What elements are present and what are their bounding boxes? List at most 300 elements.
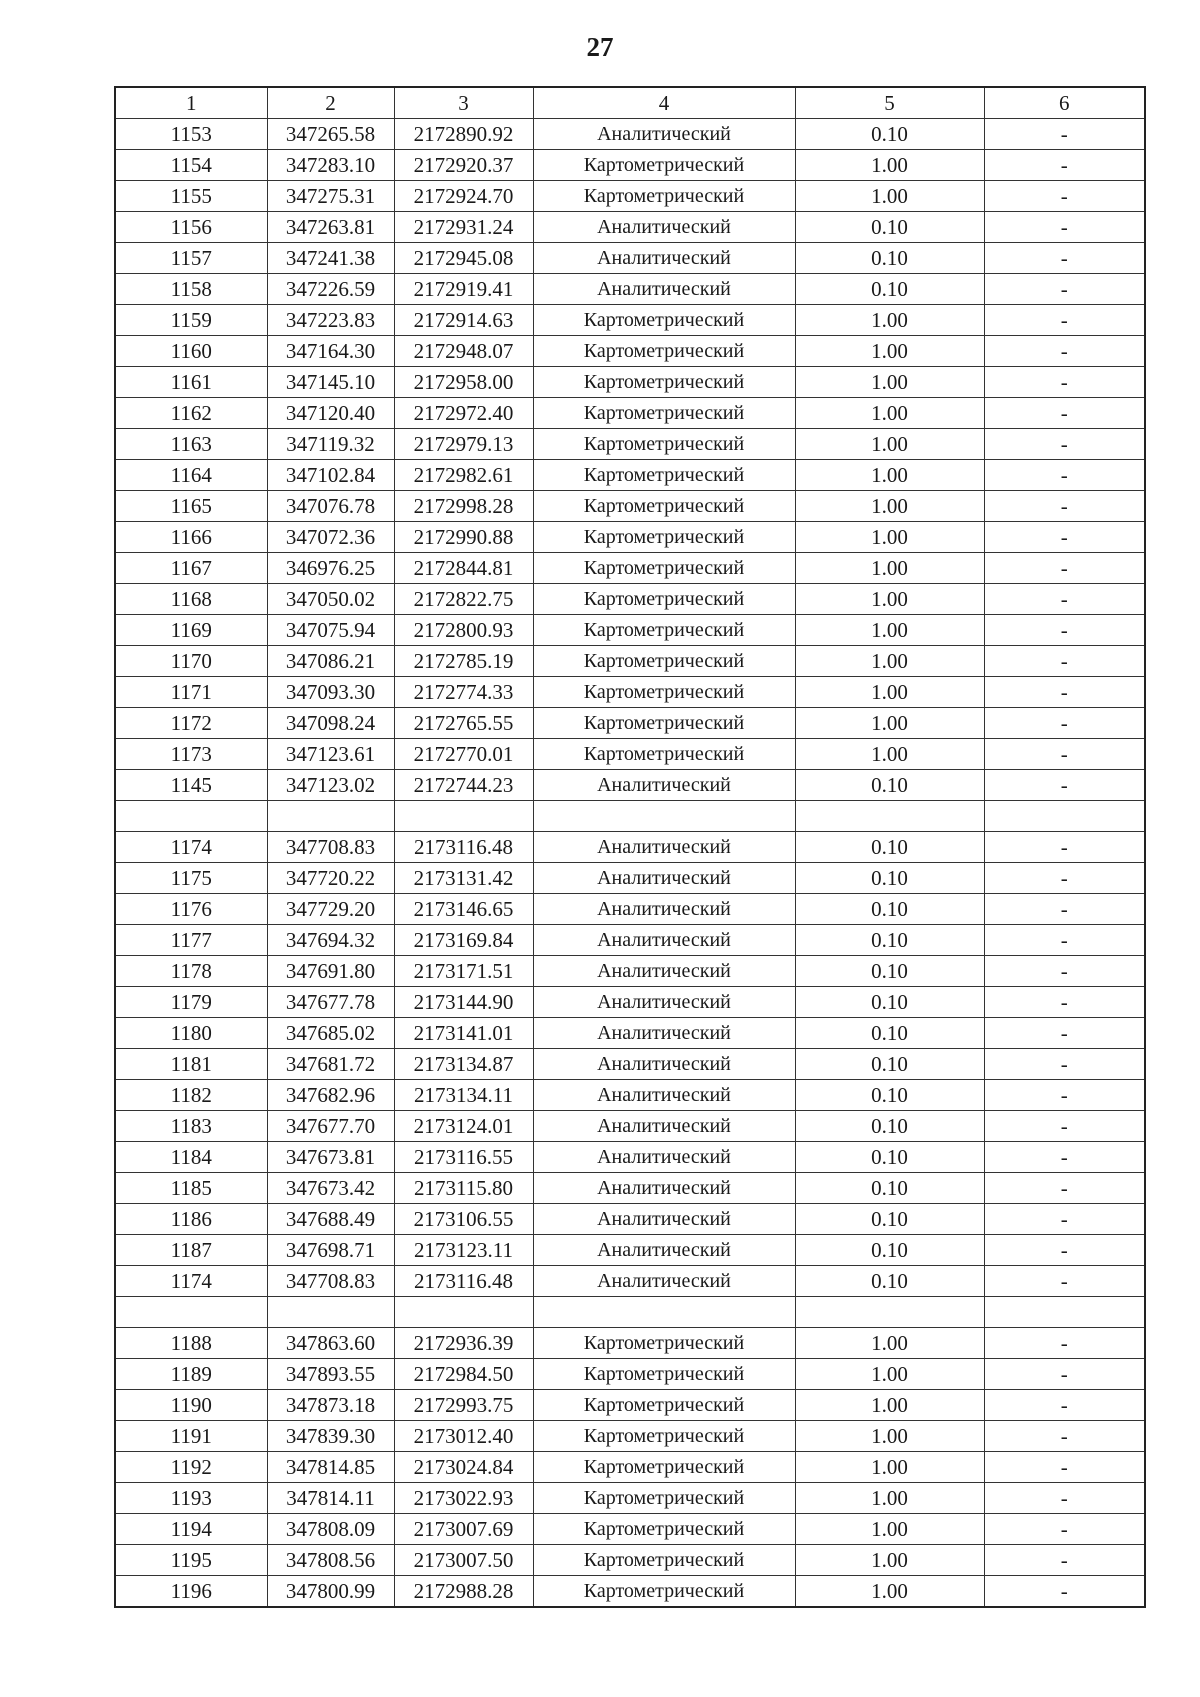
x-coordinate-cell: 347123.02 (267, 770, 394, 801)
point-number-cell: 1153 (115, 119, 267, 150)
note-cell: - (984, 770, 1145, 801)
y-coordinate-cell: 2173022.93 (394, 1483, 533, 1514)
method-cell: Аналитический (533, 832, 795, 863)
table-row (115, 150, 1145, 181)
accuracy-cell: 1.00 (795, 677, 984, 708)
x-coordinate-cell: 347093.30 (267, 677, 394, 708)
method-cell: Картометрический (533, 739, 795, 770)
note-cell: - (984, 956, 1145, 987)
y-coordinate-cell: 2173116.48 (394, 832, 533, 863)
table-row (115, 460, 1145, 491)
accuracy-cell: 1.00 (795, 398, 984, 429)
y-coordinate-cell: 2173116.55 (394, 1142, 533, 1173)
method-cell: Картометрический (533, 150, 795, 181)
point-number-cell: 1166 (115, 522, 267, 553)
y-coordinate-cell: 2172785.19 (394, 646, 533, 677)
coordinates-table (114, 86, 1146, 1608)
point-number-cell: 1165 (115, 491, 267, 522)
table-row (115, 522, 1145, 553)
point-number-cell: 1187 (115, 1235, 267, 1266)
x-coordinate-cell: 347119.32 (267, 429, 394, 460)
note-cell: - (984, 677, 1145, 708)
method-cell: Аналитический (533, 212, 795, 243)
point-number-cell: 1176 (115, 894, 267, 925)
table-row (115, 708, 1145, 739)
note-cell: - (984, 646, 1145, 677)
method-cell: Аналитический (533, 956, 795, 987)
table-row (115, 956, 1145, 987)
point-number-cell: 1175 (115, 863, 267, 894)
point-number-cell: 1169 (115, 615, 267, 646)
column-header: 3 (394, 87, 533, 119)
y-coordinate-cell: 2172919.41 (394, 274, 533, 305)
point-number-cell: 1190 (115, 1390, 267, 1421)
method-cell: Аналитический (533, 243, 795, 274)
method-cell: Картометрический (533, 553, 795, 584)
accuracy-cell: 0.10 (795, 243, 984, 274)
y-coordinate-cell: 2172972.40 (394, 398, 533, 429)
accuracy-cell: 1.00 (795, 1576, 984, 1608)
note-cell: - (984, 150, 1145, 181)
x-coordinate-cell: 347682.96 (267, 1080, 394, 1111)
y-coordinate-cell: 2172914.63 (394, 305, 533, 336)
point-number-cell: 1186 (115, 1204, 267, 1235)
accuracy-cell: 1.00 (795, 1328, 984, 1359)
accuracy-cell: 0.10 (795, 212, 984, 243)
table-row (115, 1421, 1145, 1452)
method-cell: Аналитический (533, 1142, 795, 1173)
point-number-cell: 1179 (115, 987, 267, 1018)
table-row (115, 243, 1145, 274)
method-cell: Аналитический (533, 1018, 795, 1049)
point-number-cell: 1155 (115, 181, 267, 212)
note-cell (984, 1297, 1145, 1328)
y-coordinate-cell: 2173116.48 (394, 1266, 533, 1297)
point-number-cell: 1194 (115, 1514, 267, 1545)
note-cell: - (984, 1235, 1145, 1266)
point-number-cell: 1145 (115, 770, 267, 801)
accuracy-cell: 0.10 (795, 1080, 984, 1111)
note-cell: - (984, 1266, 1145, 1297)
note-cell: - (984, 1080, 1145, 1111)
table-row (115, 305, 1145, 336)
x-coordinate-cell: 347814.11 (267, 1483, 394, 1514)
table-row (115, 212, 1145, 243)
note-cell: - (984, 119, 1145, 150)
y-coordinate-cell: 2173124.01 (394, 1111, 533, 1142)
accuracy-cell: 1.00 (795, 305, 984, 336)
accuracy-cell: 0.10 (795, 1266, 984, 1297)
y-coordinate-cell: 2173123.11 (394, 1235, 533, 1266)
note-cell: - (984, 1576, 1145, 1608)
x-coordinate-cell: 347694.32 (267, 925, 394, 956)
point-number-cell: 1185 (115, 1173, 267, 1204)
note-cell: - (984, 1545, 1145, 1576)
x-coordinate-cell: 347265.58 (267, 119, 394, 150)
point-number-cell (115, 801, 267, 832)
x-coordinate-cell: 347241.38 (267, 243, 394, 274)
table-row (115, 119, 1145, 150)
point-number-cell: 1174 (115, 1266, 267, 1297)
accuracy-cell: 1.00 (795, 429, 984, 460)
accuracy-cell: 0.10 (795, 1049, 984, 1080)
y-coordinate-cell: 2172990.88 (394, 522, 533, 553)
y-coordinate-cell: 2172822.75 (394, 584, 533, 615)
x-coordinate-cell: 347863.60 (267, 1328, 394, 1359)
table-row (115, 1359, 1145, 1390)
y-coordinate-cell: 2172993.75 (394, 1390, 533, 1421)
table-row (115, 646, 1145, 677)
note-cell: - (984, 925, 1145, 956)
method-cell: Аналитический (533, 1080, 795, 1111)
point-number-cell: 1184 (115, 1142, 267, 1173)
point-number-cell: 1173 (115, 739, 267, 770)
accuracy-cell: 0.10 (795, 1142, 984, 1173)
table-row (115, 1049, 1145, 1080)
y-coordinate-cell: 2173134.11 (394, 1080, 533, 1111)
table-row (115, 1173, 1145, 1204)
x-coordinate-cell: 347102.84 (267, 460, 394, 491)
table-row (115, 336, 1145, 367)
method-cell: Аналитический (533, 1049, 795, 1080)
table-row (115, 1235, 1145, 1266)
accuracy-cell (795, 1297, 984, 1328)
method-cell: Картометрический (533, 522, 795, 553)
accuracy-cell: 0.10 (795, 894, 984, 925)
method-cell: Картометрический (533, 646, 795, 677)
note-cell: - (984, 305, 1145, 336)
method-cell: Аналитический (533, 1111, 795, 1142)
x-coordinate-cell: 347145.10 (267, 367, 394, 398)
y-coordinate-cell: 2172920.37 (394, 150, 533, 181)
point-number-cell: 1172 (115, 708, 267, 739)
point-number-cell: 1170 (115, 646, 267, 677)
y-coordinate-cell: 2172948.07 (394, 336, 533, 367)
point-number-cell: 1159 (115, 305, 267, 336)
point-number-cell: 1177 (115, 925, 267, 956)
accuracy-cell: 0.10 (795, 987, 984, 1018)
y-coordinate-cell: 2173106.55 (394, 1204, 533, 1235)
method-cell: Картометрический (533, 1359, 795, 1390)
x-coordinate-cell: 347673.42 (267, 1173, 394, 1204)
note-cell: - (984, 181, 1145, 212)
note-cell: - (984, 739, 1145, 770)
point-number-cell: 1164 (115, 460, 267, 491)
y-coordinate-cell: 2173115.80 (394, 1173, 533, 1204)
method-cell: Аналитический (533, 894, 795, 925)
point-number-cell: 1183 (115, 1111, 267, 1142)
y-coordinate-cell: 2173171.51 (394, 956, 533, 987)
y-coordinate-cell: 2172988.28 (394, 1576, 533, 1608)
accuracy-cell: 1.00 (795, 553, 984, 584)
accuracy-cell: 0.10 (795, 863, 984, 894)
y-coordinate-cell: 2173169.84 (394, 925, 533, 956)
method-cell: Аналитический (533, 1266, 795, 1297)
x-coordinate-cell: 347275.31 (267, 181, 394, 212)
point-number-cell: 1178 (115, 956, 267, 987)
note-cell: - (984, 1390, 1145, 1421)
y-coordinate-cell: 2173146.65 (394, 894, 533, 925)
method-cell: Аналитический (533, 770, 795, 801)
point-number-cell: 1161 (115, 367, 267, 398)
y-coordinate-cell: 2172765.55 (394, 708, 533, 739)
x-coordinate-cell: 347120.40 (267, 398, 394, 429)
point-number-cell (115, 1297, 267, 1328)
x-coordinate-cell: 347164.30 (267, 336, 394, 367)
accuracy-cell: 1.00 (795, 739, 984, 770)
point-number-cell: 1157 (115, 243, 267, 274)
table-row (115, 1545, 1145, 1576)
point-number-cell: 1174 (115, 832, 267, 863)
x-coordinate-cell: 347893.55 (267, 1359, 394, 1390)
method-cell: Аналитический (533, 1235, 795, 1266)
page-number: 27 (586, 32, 614, 62)
method-cell: Картометрический (533, 615, 795, 646)
table-row (115, 1328, 1145, 1359)
note-cell: - (984, 894, 1145, 925)
accuracy-cell: 1.00 (795, 150, 984, 181)
x-coordinate-cell: 347839.30 (267, 1421, 394, 1452)
method-cell: Аналитический (533, 925, 795, 956)
note-cell: - (984, 1514, 1145, 1545)
table-row (115, 584, 1145, 615)
table-row (115, 1452, 1145, 1483)
accuracy-cell: 1.00 (795, 1359, 984, 1390)
accuracy-cell: 1.00 (795, 367, 984, 398)
accuracy-cell: 0.10 (795, 1018, 984, 1049)
accuracy-cell: 1.00 (795, 1483, 984, 1514)
table-row (115, 1142, 1145, 1173)
x-coordinate-cell: 347720.22 (267, 863, 394, 894)
y-coordinate-cell: 2173144.90 (394, 987, 533, 1018)
column-header: 4 (533, 87, 795, 119)
column-header: 2 (267, 87, 394, 119)
y-coordinate-cell: 2172998.28 (394, 491, 533, 522)
x-coordinate-cell: 347076.78 (267, 491, 394, 522)
x-coordinate-cell: 347688.49 (267, 1204, 394, 1235)
x-coordinate-cell: 347691.80 (267, 956, 394, 987)
y-coordinate-cell: 2172984.50 (394, 1359, 533, 1390)
x-coordinate-cell: 347708.83 (267, 1266, 394, 1297)
table-row (115, 677, 1145, 708)
table-row (115, 615, 1145, 646)
note-cell: - (984, 1111, 1145, 1142)
y-coordinate-cell: 2172774.33 (394, 677, 533, 708)
point-number-cell: 1171 (115, 677, 267, 708)
method-cell: Картометрический (533, 1452, 795, 1483)
accuracy-cell: 0.10 (795, 119, 984, 150)
table-row (115, 801, 1145, 832)
y-coordinate-cell: 2172770.01 (394, 739, 533, 770)
note-cell: - (984, 1359, 1145, 1390)
method-cell: Аналитический (533, 863, 795, 894)
table-row (115, 770, 1145, 801)
point-number-cell: 1180 (115, 1018, 267, 1049)
note-cell: - (984, 336, 1145, 367)
table-row (115, 274, 1145, 305)
note-cell: - (984, 1142, 1145, 1173)
y-coordinate-cell: 2172800.93 (394, 615, 533, 646)
accuracy-cell: 0.10 (795, 956, 984, 987)
y-coordinate-cell: 2172890.92 (394, 119, 533, 150)
point-number-cell: 1156 (115, 212, 267, 243)
accuracy-cell: 1.00 (795, 181, 984, 212)
x-coordinate-cell: 347677.78 (267, 987, 394, 1018)
accuracy-cell: 0.10 (795, 770, 984, 801)
accuracy-cell: 0.10 (795, 1204, 984, 1235)
x-coordinate-cell: 347698.71 (267, 1235, 394, 1266)
note-cell: - (984, 491, 1145, 522)
note-cell: - (984, 460, 1145, 491)
point-number-cell: 1192 (115, 1452, 267, 1483)
note-cell: - (984, 615, 1145, 646)
table-row (115, 1018, 1145, 1049)
method-cell: Картометрический (533, 677, 795, 708)
table-row (115, 987, 1145, 1018)
point-number-cell: 1193 (115, 1483, 267, 1514)
x-coordinate-cell: 347800.99 (267, 1576, 394, 1608)
table-row (115, 739, 1145, 770)
note-cell: - (984, 1452, 1145, 1483)
method-cell: Картометрический (533, 398, 795, 429)
y-coordinate-cell: 2173131.42 (394, 863, 533, 894)
x-coordinate-cell: 347075.94 (267, 615, 394, 646)
method-cell: Картометрический (533, 1576, 795, 1608)
y-coordinate-cell: 2172744.23 (394, 770, 533, 801)
x-coordinate-cell: 347814.85 (267, 1452, 394, 1483)
y-coordinate-cell: 2173007.50 (394, 1545, 533, 1576)
y-coordinate-cell: 2172979.13 (394, 429, 533, 460)
note-cell (984, 801, 1145, 832)
table-row (115, 925, 1145, 956)
note-cell: - (984, 522, 1145, 553)
column-header: 1 (115, 87, 267, 119)
y-coordinate-cell: 2173012.40 (394, 1421, 533, 1452)
x-coordinate-cell: 347226.59 (267, 274, 394, 305)
accuracy-cell: 1.00 (795, 1545, 984, 1576)
x-coordinate-cell: 347729.20 (267, 894, 394, 925)
table-row (115, 429, 1145, 460)
method-cell (533, 801, 795, 832)
table-row (115, 1297, 1145, 1328)
accuracy-cell: 1.00 (795, 646, 984, 677)
table-row (115, 1266, 1145, 1297)
method-cell: Картометрический (533, 460, 795, 491)
y-coordinate-cell: 2172958.00 (394, 367, 533, 398)
y-coordinate-cell: 2172931.24 (394, 212, 533, 243)
point-number-cell: 1154 (115, 150, 267, 181)
accuracy-cell: 1.00 (795, 460, 984, 491)
method-cell: Картометрический (533, 1328, 795, 1359)
method-cell: Картометрический (533, 429, 795, 460)
table-row (115, 1204, 1145, 1235)
point-number-cell: 1182 (115, 1080, 267, 1111)
y-coordinate-cell (394, 1297, 533, 1328)
y-coordinate-cell: 2173134.87 (394, 1049, 533, 1080)
accuracy-cell (795, 801, 984, 832)
table-row (115, 181, 1145, 212)
accuracy-cell: 1.00 (795, 584, 984, 615)
accuracy-cell: 0.10 (795, 1173, 984, 1204)
accuracy-cell: 0.10 (795, 1111, 984, 1142)
method-cell: Картометрический (533, 305, 795, 336)
note-cell: - (984, 274, 1145, 305)
table-row (115, 894, 1145, 925)
note-cell: - (984, 863, 1145, 894)
accuracy-cell: 0.10 (795, 925, 984, 956)
method-cell: Картометрический (533, 708, 795, 739)
method-cell: Аналитический (533, 274, 795, 305)
accuracy-cell: 1.00 (795, 1514, 984, 1545)
x-coordinate-cell: 347098.24 (267, 708, 394, 739)
note-cell: - (984, 708, 1145, 739)
note-cell: - (984, 1173, 1145, 1204)
accuracy-cell: 1.00 (795, 491, 984, 522)
note-cell: - (984, 429, 1145, 460)
note-cell: - (984, 832, 1145, 863)
accuracy-cell: 0.10 (795, 1235, 984, 1266)
note-cell: - (984, 1018, 1145, 1049)
x-coordinate-cell: 347050.02 (267, 584, 394, 615)
x-coordinate-cell: 347685.02 (267, 1018, 394, 1049)
note-cell: - (984, 1483, 1145, 1514)
x-coordinate-cell: 347708.83 (267, 832, 394, 863)
x-coordinate-cell: 347808.09 (267, 1514, 394, 1545)
note-cell: - (984, 212, 1145, 243)
x-coordinate-cell: 346976.25 (267, 553, 394, 584)
x-coordinate-cell: 347223.83 (267, 305, 394, 336)
method-cell: Картометрический (533, 1421, 795, 1452)
accuracy-cell: 1.00 (795, 615, 984, 646)
point-number-cell: 1196 (115, 1576, 267, 1608)
x-coordinate-cell: 347086.21 (267, 646, 394, 677)
note-cell: - (984, 398, 1145, 429)
point-number-cell: 1189 (115, 1359, 267, 1390)
method-cell: Картометрический (533, 367, 795, 398)
point-number-cell: 1163 (115, 429, 267, 460)
method-cell: Картометрический (533, 1545, 795, 1576)
x-coordinate-cell (267, 1297, 394, 1328)
point-number-cell: 1160 (115, 336, 267, 367)
table-body (115, 119, 1145, 1608)
table-row (115, 491, 1145, 522)
accuracy-cell: 1.00 (795, 1421, 984, 1452)
point-number-cell: 1181 (115, 1049, 267, 1080)
point-number-cell: 1191 (115, 1421, 267, 1452)
method-cell: Картометрический (533, 181, 795, 212)
method-cell (533, 1297, 795, 1328)
method-cell: Картометрический (533, 1483, 795, 1514)
x-coordinate-cell: 347677.70 (267, 1111, 394, 1142)
accuracy-cell: 1.00 (795, 708, 984, 739)
point-number-cell: 1168 (115, 584, 267, 615)
table-row (115, 1390, 1145, 1421)
note-cell: - (984, 584, 1145, 615)
point-number-cell: 1158 (115, 274, 267, 305)
y-coordinate-cell (394, 801, 533, 832)
method-cell: Картометрический (533, 584, 795, 615)
y-coordinate-cell: 2173141.01 (394, 1018, 533, 1049)
x-coordinate-cell: 347123.61 (267, 739, 394, 770)
x-coordinate-cell (267, 801, 394, 832)
method-cell: Аналитический (533, 1204, 795, 1235)
note-cell: - (984, 987, 1145, 1018)
accuracy-cell: 1.00 (795, 1452, 984, 1483)
method-cell: Картометрический (533, 1514, 795, 1545)
x-coordinate-cell: 347873.18 (267, 1390, 394, 1421)
table-row (115, 1576, 1145, 1608)
point-number-cell: 1195 (115, 1545, 267, 1576)
